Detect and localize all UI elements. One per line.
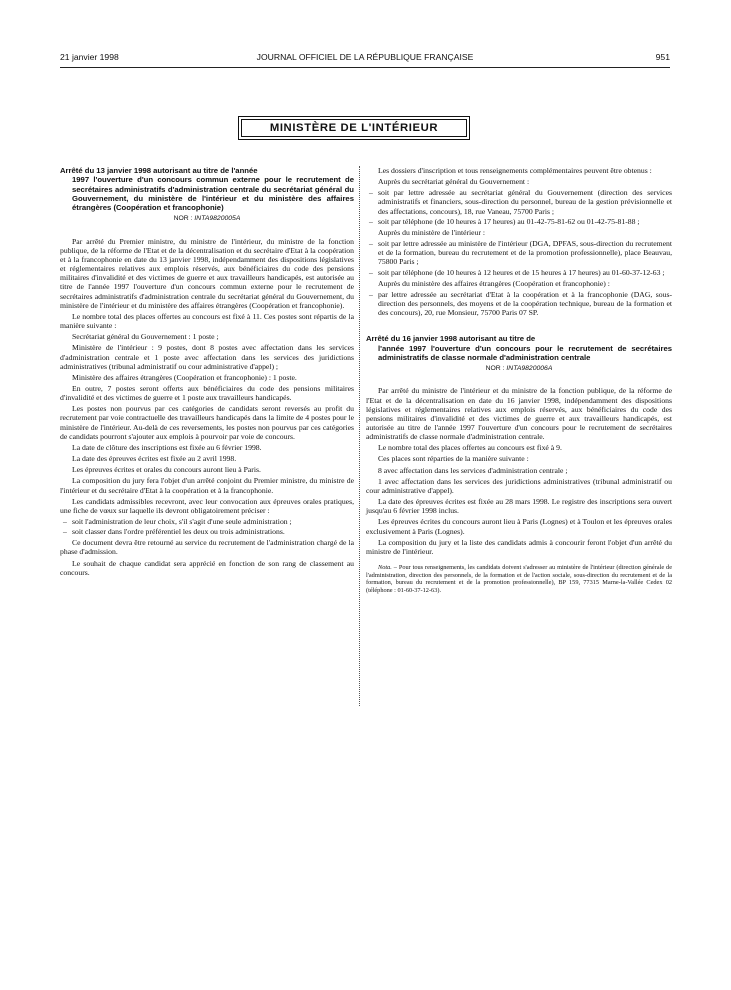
sgg-contact-list <box>366 188 672 226</box>
paragraph: En outre, 7 postes seront offerts aux bénéficiaires du code des pensions militaires d'invalidité et des victimes de guerre et 1 poste aux travailleurs handicapés. <box>60 383 354 403</box>
decree2-note <box>366 564 672 594</box>
paragraph: Par arrêté du ministre de l'intérieur et du ministre de la fonction publique, de la réforme de l'Etat et de la décentralisation en date du 16 janvier 1998, indépendamment des dispositions législatives et réglementaires relatives aux emplois réservés, aux bénéficiaires du code des pensions militaires d'invalidité et des victimes de guerre et aux travailleurs handicapés, est autorisée au titre de l'année 1997 l'ouverture d'un concours pour le recrutement de secrétaires administratifs de classe normale d'administration centrale. <box>366 386 672 442</box>
paragraph: Le nombre total des places offertes au concours est fixé à 9. <box>378 443 562 453</box>
decree2-title-rest: l'année 1997 l'ouverture d'un concours pour le recrutement de secrétaires administratifs de classe normale d'administration centrale <box>378 343 672 362</box>
note-text: Pour tous renseignements, les candidats doivent s'adresser au ministère de l'intérieur (direction générale de l'administration, direction des personnels, de la formation et de l'action sociale, sous-direction du recrutement et de la formation, bureau du recrutement et de la promotion professionnelle), BP 159, 77315 Marne-la-Vallée Cedex 02 (téléphone : 01-60-37-12-63). <box>366 564 673 594</box>
paragraph: La date des épreuves écrites est fixée au 2 avril 1998. <box>72 454 237 464</box>
header-rule <box>60 67 670 68</box>
paragraph: La composition du jury et la liste des candidats admis à concourir feront l'objet d'un arrêté du ministre de l'intérieur. <box>366 537 672 556</box>
column-divider <box>359 166 360 706</box>
paragraph: 8 avec affectation dans les services d'administration centrale ; <box>378 465 568 475</box>
list-item: – soit par lettre adressée au ministère de l'intérieur (DGA, DPFAS, sous-direction du recrutement et de la formation, bureau du recrutement et de la promotion professionnelle), place Beauvau, 75800 Paris ; <box>366 239 672 266</box>
list-item: – soit classer dans l'ordre préférentiel les deux ou trois administrations. <box>60 527 354 536</box>
paragraph: Les épreuves écrites et orales du concours auront lieu à Paris. <box>72 465 261 475</box>
list-item: – soit par lettre adressée au secrétariat général du Gouvernement (direction des services administratifs et financiers, sous-direction du personnel, bureau de la gestion prévisionnelle et des affectations, concours), 18, rue Vaneau, 75700 Paris ; <box>366 188 672 215</box>
ministry-heading-box <box>238 116 470 140</box>
paragraph: Auprès du secrétariat général du Gouvernement : <box>378 177 530 187</box>
nor-label: NOR : <box>173 215 193 223</box>
paragraph: Par arrêté du Premier ministre, du ministre de l'intérieur, du ministre de la fonction publique, de la réforme de l'Etat et de la décentralisation et du secrétaire d'Etat à la coopération et à la francophonie en date du 13 janvier 1998, indépendamment des dispositions législatives et réglementaires relatives aux emplois réservés, aux bénéficiaires du code des pensions militaires d'invalidité et des victimes de guerre et aux travailleurs handicapés, est autorisée au titre de l'année 1997 l'ouverture d'un concours commun externe pour le recrutement de secrétaires administratifs d'administration centrale du secrétariat général du Gouvernement, du ministère de l'intérieur et du ministère des affaires étrangères (Coopération et francophonie). <box>60 236 354 310</box>
decree1-title-line1: Arrêté du 13 janvier 1998 autorisant au titre de l'année <box>60 166 258 175</box>
paragraph: Secrétariat général du Gouvernement : 1 poste ; <box>72 332 219 342</box>
left-column <box>60 166 354 579</box>
paragraph: Les candidats admissibles recevront, avec leur convocation aux épreuves orales pratiques, une fiche de vœux sur laquelle ils devront obligatoirement préciser : <box>60 496 354 515</box>
paragraph: Ces places sont réparties de la manière suivante : <box>378 454 529 464</box>
paragraph: Ministère de l'intérieur : 9 postes, dont 8 postes avec affectation dans les services d'administration centrale et 1 poste avec affectation dans les services des juridictions administratives (tribunal administratif ou cour administrative d'appel) ; <box>60 343 354 371</box>
nor-label: NOR : <box>485 365 505 373</box>
page-number: 951 <box>655 52 670 62</box>
paragraph: Les dossiers d'inscription et tous renseignements complémentaires peuvent être obtenus : <box>378 166 652 175</box>
journal-title: JOURNAL OFFICIEL DE LA RÉPUBLIQUE FRANÇAISE <box>256 52 474 62</box>
paragraph: Les épreuves écrites du concours auront lieu à Paris (Lognes) et à Toulon et les épreuves orales exclusivement à Paris (Lognes). <box>366 517 672 536</box>
paragraph: Les postes non pourvus par ces catégories de candidats seront reversés au profit du recrutement par voie contractuelle des travailleurs handicapés dans la limite de 4 postes pour le ministère de l'intérieur. Au-delà de ces reversements, les postes non pourvus par ces catégories de candidats pourront s'ajouter aux emplois à pourvoir par voie de concours. <box>60 404 354 441</box>
paragraph: 1 avec affectation dans les services des juridictions administratives (tribunal administratif ou cour administrative d'appel). <box>366 476 672 495</box>
list-item: – soit par téléphone (de 10 heures à 12 heures et de 15 heures à 17 heures) au 01-60-37-12-63 ; <box>366 268 672 277</box>
paragraph: La composition du jury fera l'objet d'un arrêté conjoint du Premier ministre, du ministre de l'intérieur et du secrétaire d'Etat à la coopération et à la francophonie. <box>60 476 354 495</box>
note-label: Nota. – <box>378 564 397 572</box>
page-header <box>60 52 670 66</box>
decree1-title <box>60 166 354 212</box>
list-item: – soit par téléphone (de 10 heures à 17 heures) au 01-42-75-81-62 ou 01-42-75-81-88 ; <box>366 217 672 226</box>
paragraph: La date des épreuves écrites est fixée au 28 mars 1998. Le registre des inscriptions sera ouvert jusqu'au 6 février 1998 inclus. <box>366 497 672 516</box>
paragraph: Le nombre total des places offertes au concours est fixé à 11. Ces postes sont répartis de la manière suivante : <box>60 311 354 331</box>
paragraph: Auprès du ministère de l'intérieur : <box>378 227 486 237</box>
paragraph: Ce document devra être retourné au service du recrutement de l'administration chargé de la phase d'admission. <box>60 538 354 557</box>
decree2-nor <box>366 364 672 373</box>
nor-code: INTA9820006A <box>506 365 553 373</box>
decree2-title <box>366 334 672 362</box>
right-column <box>366 166 672 596</box>
choice-list <box>60 517 354 536</box>
section-spacer <box>366 319 672 334</box>
paragraph: Le souhait de chaque candidat sera apprécié en fonction de son rang de classement au concours. <box>60 558 354 577</box>
decree2-title-line1: Arrêté du 16 janvier 1998 autorisant au titre de <box>366 334 536 344</box>
interior-contact-list <box>366 239 672 277</box>
decree1-nor <box>60 214 354 223</box>
paragraph: Auprès du ministère des affaires étrangères (Coopération et francophonie) : <box>378 278 610 288</box>
ministry-heading: MINISTÈRE DE L'INTÉRIEUR <box>241 119 467 137</box>
nor-code: INTA9820005A <box>194 215 241 223</box>
paragraph: Ministère des affaires étrangères (Coopération et francophonie) : 1 poste. <box>72 372 297 382</box>
list-item: – par lettre adressée au secrétariat d'Etat à la coopération et à la francophonie (DAG, sous-direction des personnels, des moyens et de la coopération technique, bureau de la formation et des concours), 20, rue Monsieur, 75700 Paris 07 SP. <box>366 290 672 317</box>
list-item: – soit l'administration de leur choix, s'il s'agit d'une seule administration ; <box>60 517 354 526</box>
decree1-title-rest: 1997 l'ouverture d'un concours commun externe pour le recrutement de secrétaires administratifs d'administration centrale du secrétariat général du Gouvernement, du ministère de l'intérieur et du ministère des affaires étrangères (Coopération et francophonie) <box>72 175 354 213</box>
paragraph: La date de clôture des inscriptions est fixée au 6 février 1998. <box>72 442 262 452</box>
issue-date: 21 janvier 1998 <box>60 52 119 62</box>
foreign-affairs-contact-list <box>366 290 672 317</box>
